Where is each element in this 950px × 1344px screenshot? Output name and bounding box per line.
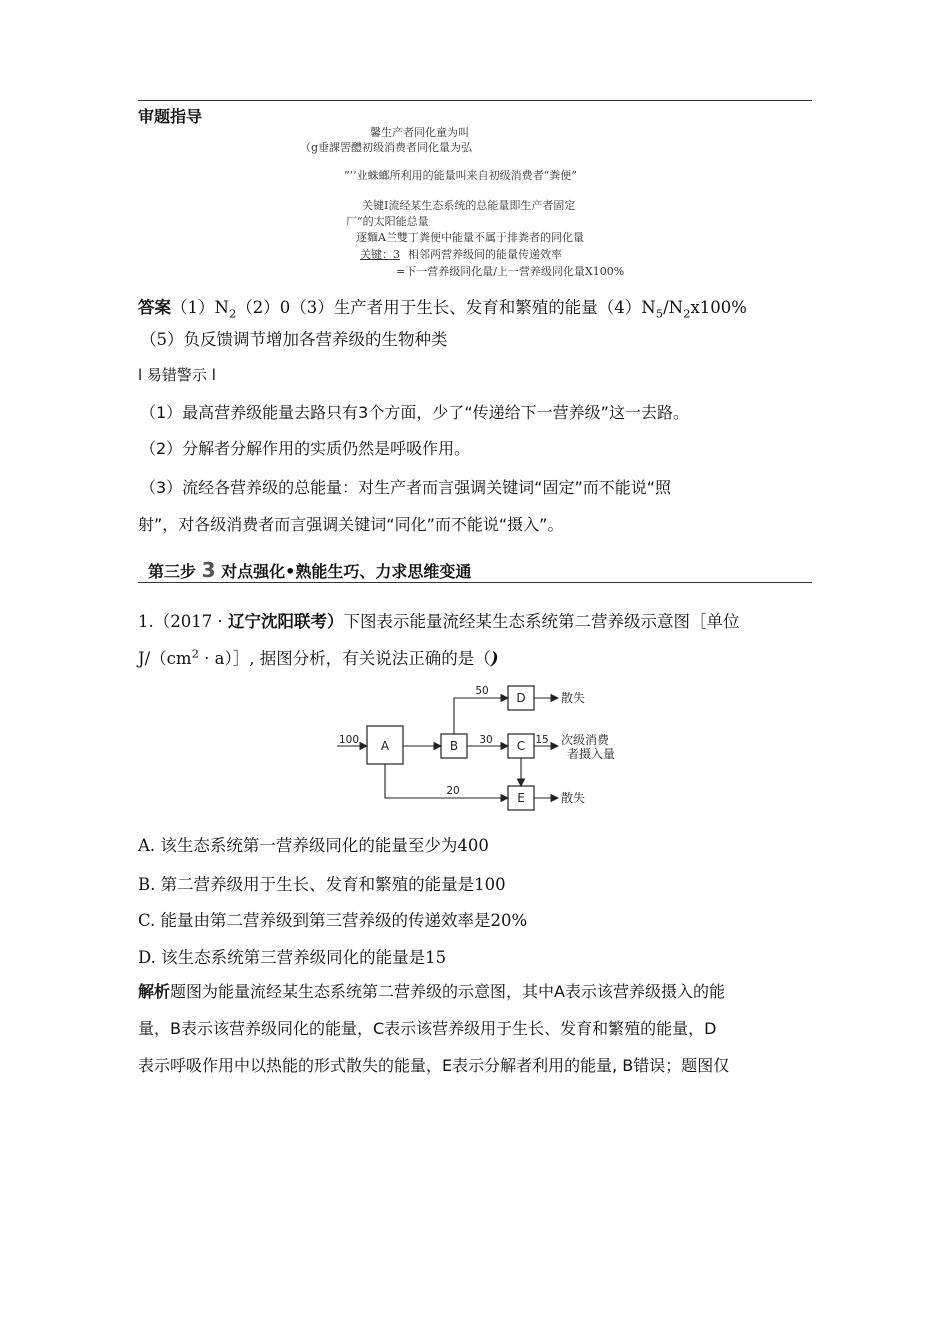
- option-d[interactable]: D. 该生态系统第三营养级同化的能量是15: [138, 948, 447, 967]
- guide-line-3: ”’’业蛛螂所利用的能量叫来自初级消费者“粪便”: [344, 169, 577, 182]
- step-number: 3: [201, 558, 216, 582]
- guide-line-4: 关键I流经某生态系统的总能量即生产者固定: [362, 199, 576, 212]
- answer-label: 答案: [138, 298, 171, 317]
- output-c-label-2: 者摄入量: [567, 747, 616, 761]
- question-stem-1: 下图表示能量流经某生态系统第二营养级示意图［单位: [343, 612, 740, 631]
- answer-part-1: （1）N: [171, 298, 229, 317]
- analysis-line-2: 量，B表示该营养级同化的能量，C表示该营养级用于生长、发育和繁殖的能量，D: [138, 1019, 717, 1038]
- answer-part-4: x100%: [690, 298, 747, 317]
- warning-item-4: 射”，对各级消费者而言强调关键词“同化”而不能说“摄入”。: [138, 515, 564, 534]
- guide-line-2: （g垂課罟醴初级消费者同化量为弘: [300, 141, 473, 154]
- option-b[interactable]: B. 第二营养级用于生长、发育和繁殖的能量是100: [138, 875, 506, 894]
- flow-label-ae: 20: [446, 785, 460, 797]
- warning-title: l 易错警示 l: [138, 366, 216, 384]
- guide-line-6: 逐麵A兰雙丁粪便中能量不属于排粪者的同化量: [356, 231, 584, 244]
- energy-flow-diagram: [335, 680, 635, 825]
- answer-sub-3: 2: [683, 306, 691, 321]
- node-c-label: C: [516, 739, 526, 753]
- flow-label-cout: 15: [535, 734, 549, 746]
- question-number: 1.（2017 ·: [138, 612, 228, 631]
- guide-line-8: =下一营养级同化量/上一营养级同化量X100%: [396, 265, 625, 278]
- option-a[interactable]: A. 该生态系统第一营养级同化的能量至少为400: [138, 836, 489, 855]
- analysis-text-1: 题图为能量流经某生态系统第二营养级的示意图，其中A表示该营养级摄入的能: [170, 982, 725, 1001]
- question-stem-2b: · a）］, 据图分析，有关说法正确的是（: [198, 649, 491, 668]
- node-d-label: D: [516, 691, 526, 705]
- question-source: 辽宁沈阳联考）: [227, 612, 344, 631]
- answer-part-2: （2）0（3）生产者用于生长、发育和繁殖的能量（4）N: [236, 298, 656, 317]
- step-heading: [148, 558, 471, 582]
- answer-sub-1: 2: [228, 306, 237, 321]
- warning-item-1: （1）最高营养级能量去路只有3个方面，少了“传递给下一营养级”这一去路。: [140, 403, 689, 422]
- analysis-label: 解析: [138, 982, 171, 1001]
- question-sup: 2: [191, 646, 199, 661]
- step-title: 对点强化•熟能生巧、力求思维变通: [221, 562, 472, 581]
- guide-line-1: 馨生产者同化童为叫: [370, 126, 469, 139]
- node-b-label: B: [449, 739, 459, 753]
- answer-part-3: /N: [663, 298, 684, 317]
- analysis-line-3: 表示呼吸作用中以热能的形式散失的能量，E表示分解者利用的能量, B错误；题图仅: [138, 1056, 730, 1075]
- question-line-2: [138, 645, 499, 669]
- node-a-label: A: [380, 739, 390, 753]
- analysis-line-1: [138, 979, 725, 1002]
- step-prefix: 第三步: [148, 562, 197, 581]
- flow-label-in: 100: [338, 734, 360, 746]
- step-rule: [138, 582, 812, 583]
- option-c[interactable]: C. 能量由第二营养级到第三营养级的传递效率是20%: [138, 911, 528, 930]
- arrow-b-d: [454, 698, 508, 734]
- guide-key-label: 关键：3: [360, 248, 400, 261]
- output-e-label: 散失: [561, 791, 586, 805]
- answer-sub-2: 5: [655, 306, 664, 321]
- guide-line-7: 相邻两营养级间的能量传递效率: [408, 248, 562, 261]
- question-paren: ): [490, 649, 499, 668]
- guide-line-5: 厂“的太阳能总量: [346, 215, 429, 228]
- question-stem-2a: J/（cm: [138, 649, 192, 668]
- guide-title: 审题指导: [138, 107, 203, 126]
- flow-label-bc: 30: [479, 734, 493, 746]
- node-e-label: E: [517, 791, 525, 805]
- answer-line-2: （5）负反馈调节增加各营养级的生物种类: [140, 330, 448, 349]
- question-line-1: [138, 608, 739, 632]
- output-d-label: 散失: [561, 691, 586, 705]
- flow-label-bd: 50: [475, 685, 489, 697]
- warning-item-3: （3）流经各营养级的总能量：对生产者而言强调关键词“固定”而不能说“照: [140, 478, 672, 497]
- warning-item-2: （2）分解者分解作用的实质仍然是呼吸作用。: [140, 439, 471, 458]
- answer-line-1: [138, 294, 747, 320]
- top-rule: [138, 100, 812, 101]
- output-c-label-1: 次级消费: [561, 733, 610, 747]
